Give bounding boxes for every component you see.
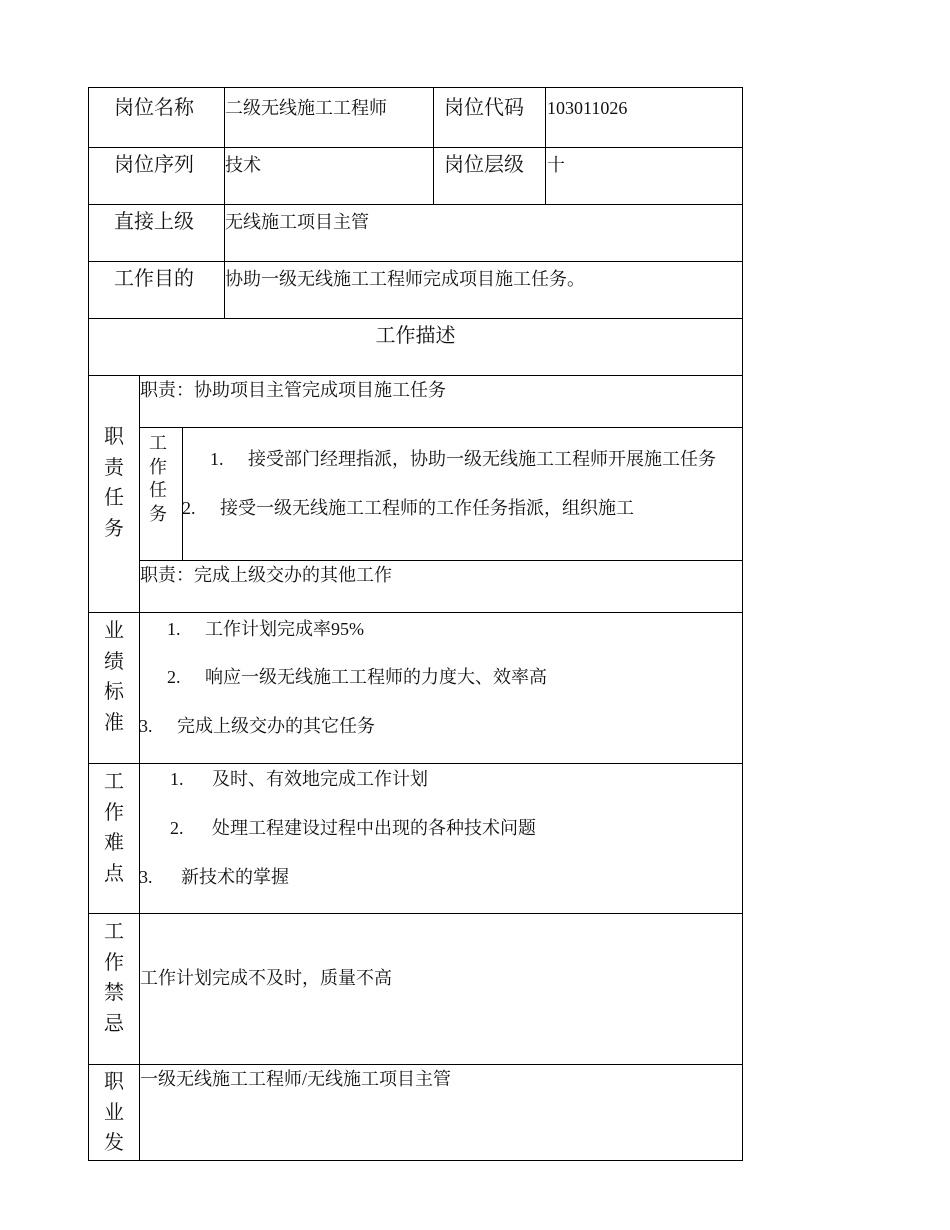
difficulty-item-3 [139, 866, 289, 888]
row-border [88, 204, 743, 205]
column-border [742, 87, 743, 1161]
performance-text: 完成上级交办的其它任务 [177, 716, 375, 736]
performance-text: 响应一级无线施工工程师的力度大、效率高 [205, 667, 547, 687]
performance-item-3 [139, 715, 375, 737]
task-text: 接受部门经理指派，协助一级无线施工工程师开展施工任务 [248, 449, 716, 469]
position-code-label: 岗位代码 [444, 97, 524, 119]
performance-text: 工作计划完成率95% [205, 619, 364, 639]
row-border [139, 560, 743, 561]
row-border [88, 1064, 743, 1065]
column-border [139, 375, 140, 1161]
difficulty-number: 1. [170, 769, 184, 789]
position-name-value: 二级无线施工工程师 [225, 98, 387, 118]
performance-label: 业绩标准 [104, 620, 124, 734]
column-border [545, 87, 546, 204]
row-border [88, 87, 743, 88]
level-value: 十 [547, 155, 565, 175]
difficulty-number: 3. [139, 867, 153, 887]
difficulty-text: 新技术的掌握 [181, 867, 289, 887]
task-item-1 [210, 448, 716, 470]
purpose-label: 工作目的 [114, 268, 194, 290]
performance-number: 2. [167, 667, 181, 687]
taboos-label: 工作禁忌 [104, 921, 124, 1035]
row-border [88, 1160, 743, 1161]
row-border [88, 261, 743, 262]
sequence-value: 技术 [225, 155, 261, 175]
performance-number: 3. [139, 716, 153, 736]
duty-2: 职责：完成上级交办的其他工作 [140, 565, 392, 585]
difficulty-number: 2. [170, 818, 184, 838]
row-border [88, 763, 743, 764]
performance-item-1 [167, 618, 364, 640]
performance-number: 1. [167, 619, 181, 639]
difficulty-text: 及时、有效地完成工作计划 [212, 769, 428, 789]
row-border [139, 427, 743, 428]
column-border [182, 427, 183, 560]
row-border [88, 318, 743, 319]
task-number: 2. [182, 498, 196, 518]
career-text: 一级无线施工工程师/无线施工项目主管 [140, 1069, 451, 1089]
column-border [433, 87, 434, 204]
career-label: 职业发 [104, 1071, 124, 1154]
supervisor-value: 无线施工项目主管 [225, 212, 369, 232]
supervisor-label: 直接上级 [114, 211, 194, 233]
duty-1: 职责：协助项目主管完成项目施工任务 [140, 380, 446, 400]
row-border [88, 913, 743, 914]
task-item-2 [182, 497, 634, 519]
difficulties-label: 工作难点 [104, 771, 124, 885]
task-label: 工作任务 [149, 433, 167, 524]
row-border [88, 147, 743, 148]
row-border [88, 612, 743, 613]
difficulty-item-2 [170, 817, 536, 839]
difficulty-text: 处理工程建设过程中出现的各种技术问题 [212, 818, 536, 838]
position-name-label: 岗位名称 [114, 97, 194, 119]
section-title: 工作描述 [375, 325, 456, 347]
column-border [88, 87, 89, 1161]
position-code-value: 103011026 [547, 98, 628, 118]
task-text: 接受一级无线施工工程师的工作任务指派，组织施工 [220, 498, 634, 518]
row-border [88, 375, 743, 376]
level-label: 岗位层级 [444, 154, 524, 176]
duties-label: 职责任务 [104, 426, 124, 540]
sequence-label: 岗位序列 [114, 154, 194, 176]
difficulty-item-1 [170, 768, 428, 790]
purpose-value: 协助一级无线施工工程师完成项目施工任务。 [225, 269, 585, 289]
task-number: 1. [210, 449, 224, 469]
performance-item-2 [167, 666, 547, 688]
taboos-text: 工作计划完成不及时，质量不高 [140, 968, 392, 988]
